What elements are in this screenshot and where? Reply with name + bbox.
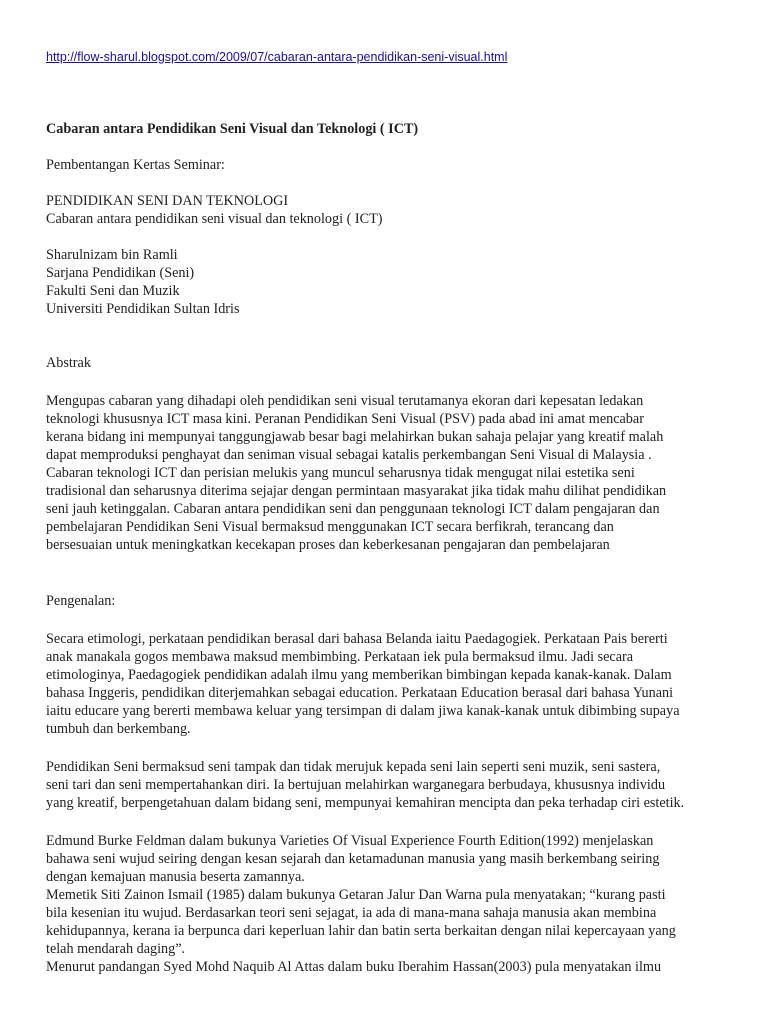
intro-paragraph-1: Secara etimologi, perkataan pendidikan berasal dari bahasa Belanda iaitu Paedagogiek. Perkataan Pais bererti anak manakala gogos membawa maksud membimbing. Perkataan iek pula bermaksud ilmu. Jadi secara etimologinya, Paedagogiek pendidikan adalah ilmu yang memberikan bimbingan kepada kanak-kanak. Dalam bahasa Inggeris, pendidikan diterjemahkan sebagai education. Perkataan Education berasal dari bahasa Yunani iaitu educare yang bererti membawa keluar yang tersimpan di dalam jiwa kanak-kanak untuk dibimbing supaya tumbuh dan berkembang. <box>46 631 680 737</box>
abstract-text: Mengupas cabaran yang dihadapi oleh pendidikan seni visual terutamanya ekoran dari kepesatan ledakan teknologi khususnya ICT masa kini. Peranan Pendidikan Seni Visual (PSV) pada abad ini amat mencabar kerana bidang ini mempunyai tanggungjawab besar bagi melahirkan bukan sahaja pelajar yang kreatif malah dapat memproduksi penghayat dan seniman visual sebagai katalis perkembangan Seni Visual di Malaysia . Cabaran teknologi ICT dan perisian melukis yang muncul seharusnya tidak mengugat nilai estetika seni tradisional dan seharusnya diterima sejajar dengan permintaan masyarakat jika tidak mahu dilihat pendidikan seni jauh ketinggalan. Cabaran antara pendidikan seni dan penggunaan teknologi ICT dalam pengajaran dan pembelajaran Pendidikan Seni Visual bermaksud menggunakan ICT secara berfikrah, terancang dan bersesuaian untuk meningkatkan kecekapan proses dan keberkesanan pengajaran dan pembelajaran <box>46 393 667 553</box>
source-url-link[interactable]: http://flow-sharul.blogspot.com/2009/07/cabaran-antara-pendidikan-seni-visual.html <box>46 50 508 64</box>
abstract-heading: Abstrak <box>46 355 91 371</box>
document-title: Cabaran antara Pendidikan Seni Visual dan Teknologi ( ICT) <box>46 121 419 137</box>
intro-heading: Pengenalan: <box>46 593 116 609</box>
intro-paragraph-3: Edmund Burke Feldman dalam bukunya Varieties Of Visual Experience Fourth Edition(1992) menjelaskan bahawa seni wujud seiring dengan kesan sejarah dan ketamadunan manusia yang masih berkembang seiring dengan kemajuan manusia beserta zamannya. Memetik Siti Zainon Ismail (1985) dalam bukunya Getaran Jalur Dan Warna pula menyatakan; “kurang pasti bila kesenian itu wujud. Berdasarkan teori seni sejagat, ia ada di mana-mana sahaja manusia akan membina kehidupannya, kerana ia berpunca dari keperluan lahir dan batin serta berkaitan dengan nilai kepercayaan yang telah mendarah daging”. Menurut pandangan Syed Mohd Naquib Al Attas dalam buku Iberahim Hassan(2003) pula menyatakan ilmu <box>46 833 676 975</box>
heading-block: PENDIDIKAN SENI DAN TEKNOLOGI Cabaran antara pendidikan seni visual dan teknologi ( ICT) <box>46 193 383 227</box>
document-page <box>46 48 722 976</box>
intro-paragraph-2: Pendidikan Seni bermaksud seni tampak dan tidak merujuk kepada seni lain seperti seni muzik, seni sastera, seni tari dan seni mempertahankan diri. Ia bertujuan melahirkan warganegara berbudaya, khususnya individu yang kreatif, berpengetahuan dalam bidang seni, mempunyai kemahiran mencipta dan peka terhadap ciri estetik. <box>46 759 685 811</box>
seminar-subtitle: Pembentangan Kertas Seminar: <box>46 157 225 173</box>
author-block: Sharulnizam bin Ramli Sarjana Pendidikan (Seni) Fakulti Seni dan Muzik Universiti Pendidikan Sultan Idris <box>46 247 240 317</box>
